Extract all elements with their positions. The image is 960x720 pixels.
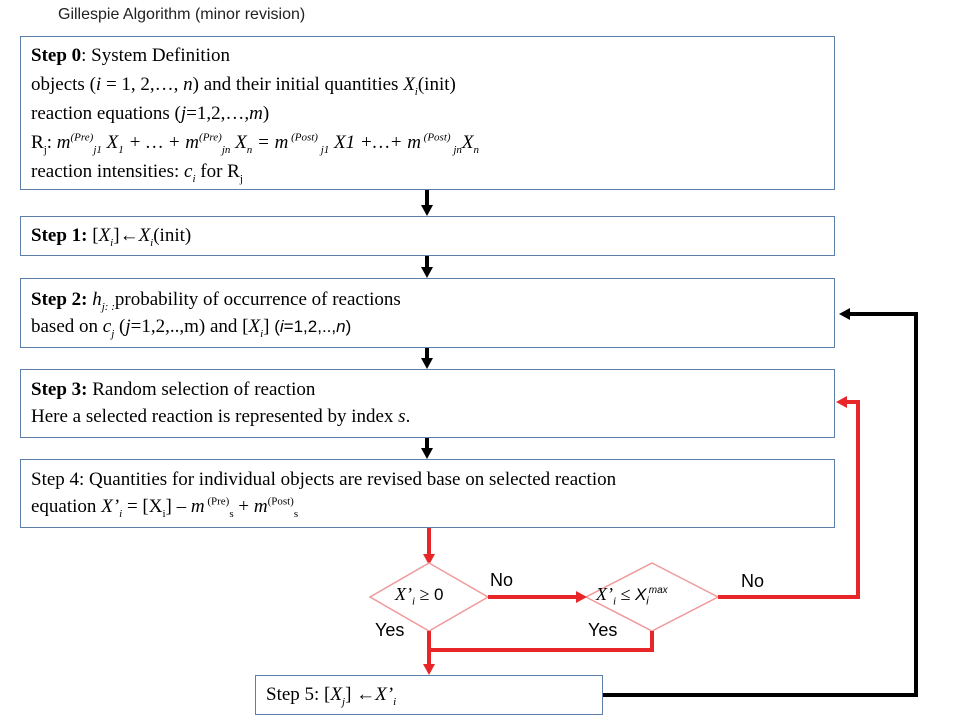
yes-label-check1: Yes <box>375 620 405 640</box>
arrow-no-to-check2 <box>488 591 587 603</box>
step0-equation-line: $R_j$: $m^{(Pre)}_{j1}$ $X_1$ + … + $m^{(Pre)}_{jn}$ $X_n = m$ $^{(Post)}$ $_{j1}$ X1 +…+ m $^{(Post)}$ $_{jn}X_n$ <box>31 131 479 156</box>
arrow-step0-to-step1 <box>421 190 433 216</box>
no-label-check2: No <box>741 571 765 591</box>
step1-box <box>20 216 835 256</box>
step3-line1: Step 3: Random selection of reaction <box>31 379 316 400</box>
step3-line2: Here a selected reaction is represented by index s. <box>31 406 411 427</box>
step2-line1: Step 2: $h_{j: :}probability$ of occurrence of reactions <box>31 289 401 313</box>
arrow-step2-to-step3 <box>421 348 433 369</box>
step4-line1: Step 4: Quantities for individual objects are revised base on selected reaction <box>31 469 617 490</box>
arrow-yes-to-step5 <box>423 631 652 675</box>
arrow-step4-to-check1 <box>423 528 435 565</box>
step5-box <box>255 675 603 715</box>
step0-reaction-line: reaction equations (j=1,2,…,m) <box>31 103 270 124</box>
step1-text: Step 1: $[X_i]\leftarrow X_i(init)$ <box>31 225 192 249</box>
step4-line2: equation $X’_i = [X_i] - m$ $^{(Pre)}_s + m^{(Post)}_s$ <box>31 495 299 520</box>
step4-box <box>20 459 835 528</box>
step0-objects-line: objects (i = 1, 2,…, n) and their initial quantities $X_i(init)$ <box>31 74 456 98</box>
yes-label-check2: Yes <box>588 620 618 640</box>
condition-nonnegative-text: $X’_i \ge 0$ <box>395 584 444 608</box>
step2-line2: based on $c_j$ (j=1,2,..,m) and $[X_i]$ (i=1,2,..,n) <box>31 316 352 340</box>
step2-box <box>20 278 835 348</box>
no-label-check1: No <box>490 570 514 590</box>
step3-box <box>20 369 835 438</box>
step0-intensity-line: reaction intensities: $c_i$ for $R_j$ <box>31 161 243 185</box>
condition-max-text: $X’_i \le X_i^{max}$ <box>596 584 668 608</box>
step0-box <box>20 36 835 190</box>
arrow-step1-to-step2 <box>421 256 433 278</box>
diagram-caption: Gillespie Algorithm (minor revision) <box>58 6 306 23</box>
step0-title: Step 0: System Definition <box>31 45 230 66</box>
step5-text: Step 5: $[X_j]$ $\leftarrow X’_i$ <box>266 684 397 708</box>
arrow-step3-to-step4 <box>421 438 433 459</box>
